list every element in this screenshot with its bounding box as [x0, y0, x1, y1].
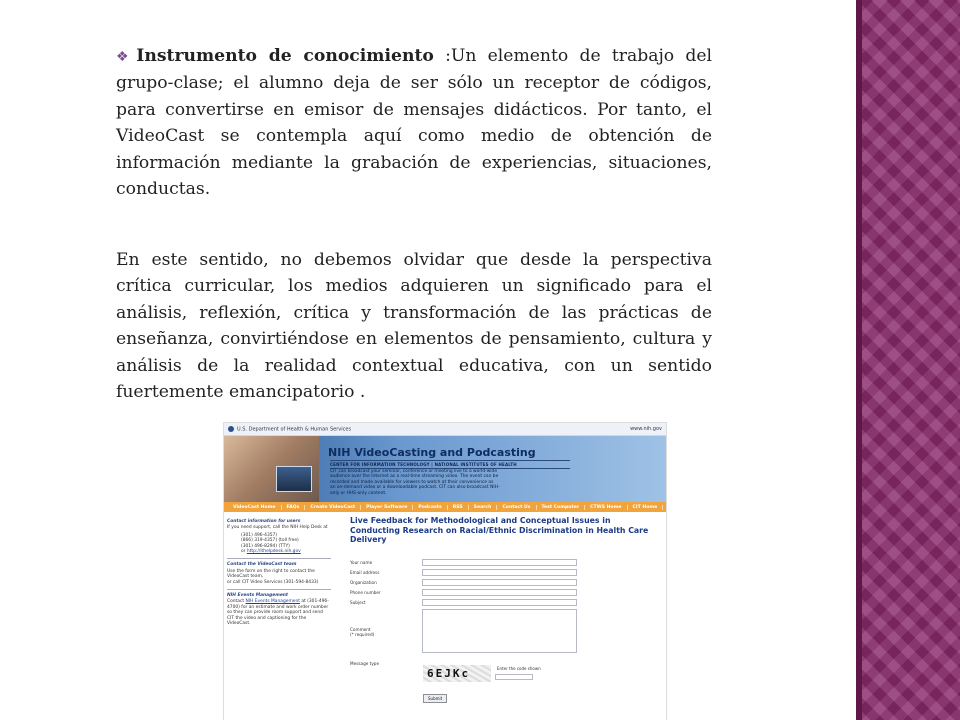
form-row-phone: [350, 589, 666, 599]
event-title: Live Feedback for Methodological and Conceptual Issues in Conducting Research on Racial/Ethnic Discrimination in Health Care Delivery: [350, 516, 649, 544]
phone-input[interactable]: [422, 589, 577, 596]
name-input[interactable]: [422, 559, 577, 566]
sidebar-text-team: [227, 569, 331, 585]
form-row-email: [350, 569, 666, 579]
banner-video-screen: [276, 466, 312, 492]
events-text-2: at (301-496-4700) for an estimate and work order number so they can provide room support and send CIT the video and captioning for the VideoCast.: [227, 599, 329, 627]
nav-search[interactable]: Search: [469, 505, 498, 510]
events-text-1: Contact: [227, 599, 246, 605]
helpdesk-link[interactable]: http://ithelpdesk.nih.gov: [246, 549, 301, 555]
site-subtitle: CENTER FOR INFORMATION TECHNOLOGY | NATIONAL INSTITUTES OF HEALTH: [330, 460, 570, 469]
nih-url[interactable]: www.nih.gov: [630, 426, 662, 432]
site-nav: [224, 502, 666, 512]
sidebar-phones: [227, 533, 331, 555]
feedback-form: [350, 559, 666, 705]
nav-contact-us[interactable]: Contact Us: [497, 505, 536, 510]
nav-player-software[interactable]: Player Software: [361, 505, 413, 510]
nav-videocast-home[interactable]: VideoCast Home: [228, 505, 282, 510]
paragraph-perspectiva: En este sentido, no debemos olvidar que desde la perspectiva crítica curricular, los medios adquieren un significado para el análisis, reflexión, crítica y transformación de las prácticas de enseñanza, convirtiéndose en elementos de pensamiento, cultura y análisis de la realidad contextual educativa, con un sentido fuertemente emancipatorio .: [116, 250, 712, 403]
nav-podcasts[interactable]: Podcasts: [413, 505, 447, 510]
site-title: NIH VideoCasting and Podcasting: [328, 446, 536, 459]
form-row-subject: [350, 599, 666, 609]
sidebar-heading-team: Contact the VideoCast team: [227, 558, 331, 567]
label-phone: Phone number: [350, 589, 381, 595]
required-note: (* required): [350, 631, 375, 637]
comment-label: Comment: [350, 626, 371, 632]
hhs-topbar: [224, 423, 666, 436]
nih-videocast-screenshot: [224, 423, 666, 720]
form-row-name: [350, 559, 666, 569]
captcha-input[interactable]: [495, 674, 533, 680]
phone-1: (301) 496-4357): [241, 532, 278, 538]
sidebar: [224, 512, 334, 705]
label-subject: Subject: [350, 599, 366, 605]
comment-textarea[interactable]: [422, 609, 577, 653]
decorative-band: [856, 0, 960, 720]
hhs-logo-icon: [228, 426, 234, 432]
captcha-image: 6EJKc: [423, 665, 491, 682]
nav-test-computer[interactable]: Test Computer: [537, 505, 586, 510]
paragraph-instrumento: [116, 43, 712, 202]
sidebar-text-events: [227, 599, 331, 626]
decorative-strip: [856, 0, 862, 720]
organization-input[interactable]: [422, 579, 577, 586]
sidebar-heading-users: Contact information for users: [227, 519, 301, 524]
label-email: Email address: [350, 569, 380, 575]
label-message-type: Message type: [350, 660, 380, 666]
phone-3: (301) 496-8294) (TTY): [241, 543, 290, 549]
email-input[interactable]: [422, 569, 577, 576]
captcha-label: Enter the code shown: [497, 665, 541, 671]
site-description: CIT can broadcast your seminar, conference or meeting live to a world-wide audience over the Internet as a real-time streaming video. The event can be recorded and made available for viewers to watch at their convenience as an on-demand video or a downloadable podcast. CIT can also broadcast NIH-only or HHS-only content.: [330, 469, 500, 496]
or-label: or: [241, 549, 247, 555]
diamond-bullet-icon: ❖: [116, 49, 135, 65]
paragraph-body: :Un elemento de trabajo del grupo-clase; el alumno deja de ser sólo un receptor de códigos, para convertirse en emisor de mensajes didácticos. Por tanto, el VideoCast se contempla aquí como medio de obtención de información mediante la grabación de experiencias, situaciones, conductas.: [116, 46, 712, 200]
team-text-1: Use the form on the right to contact the VideoCast team,: [227, 568, 315, 580]
form-row-message-type: [350, 655, 666, 665]
events-link[interactable]: NIH Events Management: [245, 599, 300, 605]
label-organization: Organization: [350, 579, 377, 585]
page-body: [224, 512, 666, 705]
sidebar-heading-events: NIH Events Management: [227, 589, 331, 598]
label-comment: [350, 627, 374, 637]
sidebar-text-support: If you need support, call the NIH Help Desk at: [227, 525, 328, 531]
nav-faqs[interactable]: FAQs: [282, 505, 306, 510]
nav-create-videocast[interactable]: Create VideoCast: [305, 505, 361, 510]
nav-ctws-home[interactable]: CTWS Home: [585, 505, 627, 510]
hhs-label: U.S. Department of Health & Human Services: [237, 426, 352, 433]
label-name: Your name: [350, 559, 373, 565]
nav-cit-home[interactable]: CIT Home: [628, 505, 664, 510]
team-text-2: or call CIT Video Services (301-594-8433): [227, 579, 319, 585]
form-row-org: [350, 579, 666, 589]
subject-input[interactable]: [422, 599, 577, 606]
nav-rss[interactable]: RSS: [448, 505, 469, 510]
paragraph-lead: Instrumento de conocimiento: [136, 46, 434, 66]
site-banner: [224, 436, 666, 502]
submit-button[interactable]: Submit: [423, 694, 447, 703]
phone-2: (866) 319-4357) (toll free): [241, 538, 299, 544]
form-row-captcha: [350, 665, 666, 705]
form-row-comment: [350, 609, 666, 653]
main-content: [334, 512, 666, 705]
